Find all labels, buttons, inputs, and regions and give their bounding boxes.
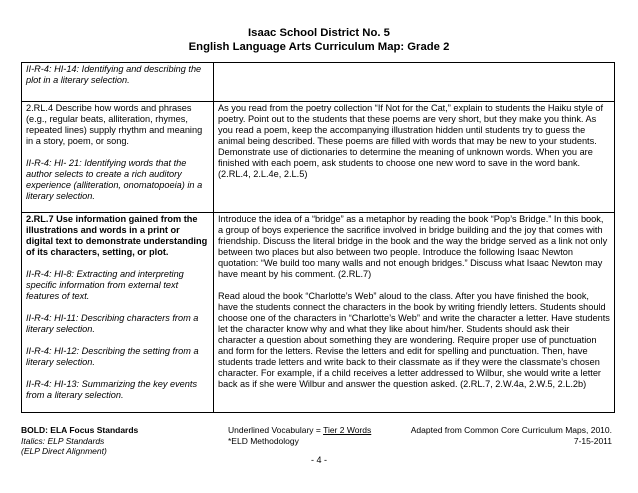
legend-eld-methodology: *ELD Methodology [228, 435, 299, 446]
source-attribution: Adapted from Common Core Curriculum Maps, 2010. [410, 425, 612, 435]
ela-standard-text: 2.RL.4 Describe how words and phrases (e.g., regular beats, alliteration, rhymes, repeated lines) supply rhythm and meaning in a story, poem, or song. [26, 103, 203, 146]
elp-standard-text: II-R-4: HI-11: Describing characters from a literary selection. [26, 313, 199, 334]
curriculum-map-title: English Language Arts Curriculum Map: Grade 2 [188, 41, 450, 53]
legend-elp-alignment: (ELP Direct Alignment) [21, 446, 107, 456]
elp-standard-text: II-R-4: HI-8: Extracting and interpreting specific information from external text features of text. [26, 269, 184, 301]
table-row [22, 63, 615, 102]
activities-cell [214, 63, 615, 102]
focus-standard-text: 2.RL.7 Use information gained from the illustrations and words in a print or digital text to demonstrate understanding of its characters, setting, or plot. [26, 214, 208, 257]
activity-text: Introduce the idea of a “bridge” as a metaphor by reading the book “Pop’s Bridge.” In this book, a group of boys experience the sacrifice involved in bridge building and the joy that comes with friendship. Discuss the literal bridge in the book and the way the bridge served as a link not only between two places but also between two people. Introduce the following Isaac Newton quotation: “We build too many walls and not enough bridges.” Discuss what Isaac Newton may have meant by his comment. (2.RL.7) [218, 214, 608, 279]
legend-tier2-words: Tier 2 Words [323, 425, 372, 435]
activities-cell [214, 102, 615, 213]
district-title: Isaac School District No. 5 [248, 27, 390, 39]
standards-cell [22, 213, 214, 413]
activity-text: Read aloud the book “Charlotte’s Web” aloud to the class. After you have finished the book, have the students connect the characters in the book by writing friendly letters. Students should choose one of the characters in “Charlotte’s Web” and write the character a letter. Have students let the character know why and what they like about him/her. Students should ask their character a question about something they are wondering. Require proper use of punctuation and form for the letters. Revise the letters and edit for spelling and punctuation. Then, have students trade letters and write back to their classmate as if they were the classmate’s chosen character. For example, if a child receives a letter addressed to Wilbur, she would write a letter back as if she were Wilbur and answer the question asked. (2.RL.7, 2.W.4a, 2.W.5, 2.L.2b) [218, 291, 610, 389]
elp-standard-text: II-R-4: HI- 21: Identifying words that the author selects to create a rich auditory experience (alliteration, onomatopoeia) in a literary selection. [26, 158, 203, 201]
activities-cell [214, 213, 615, 413]
revision-date: 7-15-2011 [573, 435, 612, 446]
elp-standard-text: II-R-4: HI-14: Identifying and describing the plot in a literary selection. [26, 64, 202, 85]
legend-underlined-vocab [228, 425, 371, 436]
legend-italics: Italics: ELP Standards [21, 435, 105, 446]
legend [21, 425, 138, 457]
activity-text: As you read from the poetry collection “If Not for the Cat,” explain to students the Haiku style of poetry. Point out to the students that these poems are very short, but they make you think. As you read a poem, keep the accompanying illustration hidden until students try to guess the animal being described. These poems are filled with words that may be new to your students. Demonstrate use of dictionaries to determine the meaning of unknown words. When you are finished with each poem, ask students to choose one new word to save in the word bank. (2.RL.4, 2.L.4e, 2.L.5) [218, 103, 604, 179]
vocabulary-legend [228, 425, 371, 446]
standards-cell [22, 63, 214, 102]
standards-cell [22, 102, 214, 213]
table-row [22, 213, 615, 413]
legend-underlined-prefix: Underlined Vocabulary = [228, 425, 324, 435]
elp-standard-text: II-R-4: HI-12: Describing the setting from a literary selection. [26, 346, 199, 367]
curriculum-table [21, 62, 615, 413]
page-number: - 4 - [310, 455, 327, 465]
legend-bold: BOLD: ELA Focus Standards [21, 425, 139, 435]
elp-standard-text: II-R-4: HI-13: Summarizing the key events from a literary selection. [26, 379, 198, 400]
source-note [411, 425, 612, 446]
table-row [22, 102, 615, 213]
